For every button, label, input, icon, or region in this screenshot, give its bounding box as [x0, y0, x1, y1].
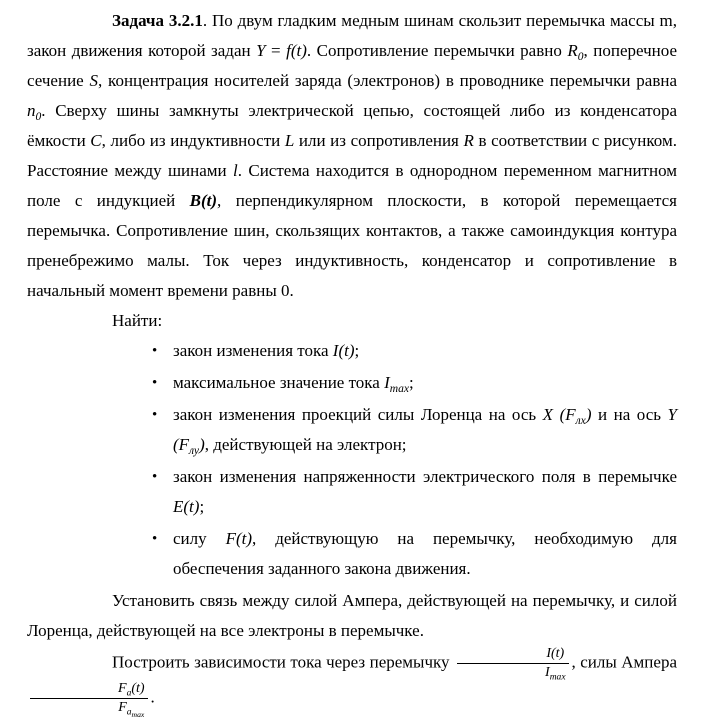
text-run: I(t)	[546, 646, 565, 661]
bullet-marker: •	[152, 407, 158, 423]
text-run: закон изменения проекций силы Лоренца на ось	[173, 405, 543, 424]
text-run: B(t)	[189, 191, 218, 210]
text-run: в соответствии с рисунком. Расстояние между шинами	[27, 131, 677, 180]
text-run: l	[233, 161, 238, 180]
text-run: R	[567, 41, 578, 60]
text-run: I(t)	[332, 341, 355, 360]
paragraph	[27, 586, 677, 646]
text-run: F(t)	[225, 529, 253, 548]
text-run: ;	[199, 497, 205, 516]
text-run: Y	[667, 405, 678, 424]
text-run: (t)	[131, 681, 145, 697]
text-run: , концентрация носителей заряда (электронов) в проводнике перемычки равна	[98, 71, 677, 90]
text-run: Задача 3.2.1	[112, 11, 203, 30]
text-run: R	[463, 131, 474, 150]
text-run: C	[90, 131, 102, 150]
paragraph	[27, 6, 677, 306]
text-run: а	[126, 688, 132, 699]
text-run: )	[585, 405, 592, 424]
text-run: . По двум гладким медным шинам скользит перемычка массы m, закон движения которой задан	[27, 11, 677, 60]
text-run: )	[199, 435, 205, 454]
text-run: Построить зависимости тока через перемычку	[112, 652, 455, 672]
text-run: ;	[354, 341, 360, 360]
text-run: Y	[256, 41, 266, 60]
text-run: Найти:	[112, 311, 163, 330]
bullet-item	[150, 400, 677, 460]
bullet-marker: •	[152, 343, 158, 359]
text-run: (F	[559, 405, 576, 424]
text-run: ;	[409, 373, 414, 392]
text-run: , поперечное сечение	[27, 41, 678, 90]
text-run: E(t)	[173, 497, 200, 516]
text-run: или из сопротивления	[294, 131, 464, 150]
fraction-denominator	[457, 664, 569, 681]
text-run: max	[131, 710, 145, 719]
text-run: 0	[577, 50, 584, 64]
text-run: закон изменения напряженности электрического поля в перемычке	[173, 467, 677, 486]
fraction	[28, 681, 150, 719]
text-run: f(t)	[286, 41, 307, 60]
text-run: I	[545, 665, 550, 681]
fraction	[455, 646, 571, 681]
text-run: Установить связь между силой Ампера, действующей на перемычку, и силой Лоренца, действующей на все электроны в перемычке.	[27, 591, 677, 640]
text-run: 0	[35, 110, 42, 124]
bullet-item	[150, 524, 677, 584]
text-run: n	[27, 101, 36, 120]
text-run: max	[549, 672, 566, 683]
text-run: .	[150, 687, 155, 707]
bullet-item	[150, 336, 677, 366]
text-run: (F	[173, 435, 190, 454]
text-run: , действующей на электрон;	[204, 435, 407, 454]
text-run: =	[265, 41, 287, 60]
text-run: I	[384, 373, 390, 392]
text-run: , действующую на перемычку, необходимую для обеспечения заданного закона движения.	[173, 529, 677, 578]
fraction-denominator	[30, 699, 148, 719]
text-run: a	[126, 707, 132, 718]
text-run: , либо из индуктивности	[101, 131, 285, 150]
document-body	[27, 6, 678, 719]
text-run: лх	[575, 414, 586, 428]
text-run: силу	[173, 529, 226, 548]
fraction-numerator	[30, 681, 148, 699]
text-run: , перпендикулярном плоскости, в которой перемещается перемычка. Сопротивление шин, скользящих контактов, а также самоиндукция контура пренебрежимо малы. Ток через индуктивность, конденсатор и сопротивление в начальный момент времени равны 0.	[27, 191, 678, 300]
text-run: закон изменения тока	[173, 341, 333, 360]
text-run: F	[118, 700, 127, 716]
paragraph	[27, 306, 677, 336]
text-run: лу	[189, 444, 200, 458]
text-run: . Сопротивление перемычки равно	[306, 41, 568, 60]
paragraph	[27, 646, 677, 719]
bullet-marker: •	[152, 375, 158, 391]
bullet-item	[150, 462, 677, 522]
bullet-item	[150, 368, 677, 398]
text-run: . Система находится в однородном переменном магнитном поле с индукцией	[27, 161, 677, 210]
text-run: S	[89, 71, 99, 90]
text-run: L	[284, 131, 295, 150]
text-run: максимальное значение тока	[173, 373, 385, 392]
text-run: F	[118, 681, 127, 697]
bullet-marker: •	[152, 531, 158, 547]
text-run: max	[389, 382, 410, 396]
fraction-numerator	[457, 646, 569, 664]
text-run: X	[542, 405, 554, 424]
bullet-marker: •	[152, 469, 158, 485]
text-run: и на ось	[591, 405, 668, 424]
text-run: . Сверху шины замкнуты электрической цепью, состоящей либо из конденсатора ёмкости	[27, 101, 677, 150]
text-run: , силы Ампера	[571, 652, 677, 672]
